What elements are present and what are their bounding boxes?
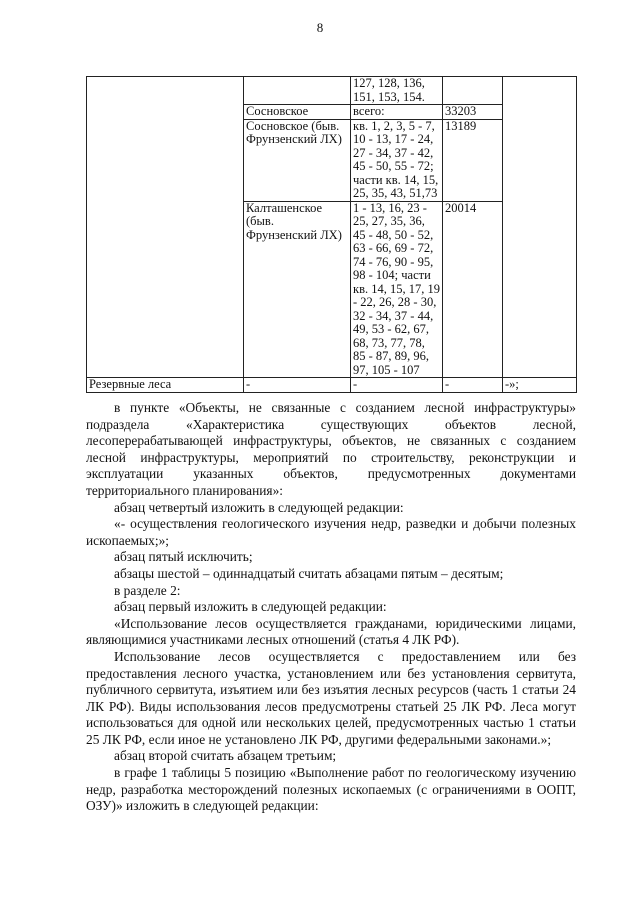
table-cell: - xyxy=(244,378,351,393)
paragraph: абзац четвертый изложить в следующей редакции: xyxy=(114,499,404,515)
table-row xyxy=(87,378,577,393)
table-cell xyxy=(87,77,244,378)
table-cell: - xyxy=(443,378,503,393)
paragraph: абзац второй считать абзацем третьим; xyxy=(114,748,337,764)
paragraph: «Использование лесов осуществляется гражданами, юридическими лицами, являющимися участниками лесных отношений (статья 4 ЛК РФ). xyxy=(86,615,576,648)
table-cell xyxy=(503,77,577,378)
paragraph: в разделе 2: xyxy=(114,582,181,598)
page-number: 8 xyxy=(316,20,324,35)
table-cell: Сосновское xyxy=(244,105,351,120)
paragraph: абзац пятый исключить; xyxy=(114,549,253,565)
table-cell: -»; xyxy=(503,378,577,393)
table-cell xyxy=(244,77,351,105)
table-cell: всего: xyxy=(351,105,443,120)
paragraph: «- осуществления геологического изучения недр, разведки и добычи полезных ископаемых;»; xyxy=(86,516,576,548)
table-cell: - xyxy=(351,378,443,393)
paragraph: Использование лесов осуществляется с предоставлением или без предоставления лесного участка, установлением или без установления сервитута, публичного сервитута, изъятием или без изъятия лесных ресурсов (часть 1 статьи 24 ЛК РФ). Виды использования лесов предусмотрены статьей 25 ЛК РФ. Леса могут использоваться для одной или нескольких целей, предусмотренных частью 1 статьи 25 ЛК РФ, если иное не установлено ЛК РФ, другими федеральными законами.»; xyxy=(86,648,576,747)
paragraph: в графе 1 таблицы 5 позицию «Выполнение работ по геологическому изучению недр, разработка месторождений полезных ископаемых (с ограничениями в ООПТ, ОЗУ)» изложить в следующей редакции: xyxy=(86,765,576,814)
table-cell: 33203 xyxy=(443,105,503,120)
table-cell: 1 - 13, 16, 23 - 25, 27, 35, 36, 45 - 48, 50 - 52, 63 - 66, 69 - 72, 74 - 76, 90 - 95, 98 - 104; части кв. 14, 15, 17, 19 - 22, 26, 28 - 30, 32 - 34, 37 - 44, 49, 53 - 62, 67, 68, 73, 77, 78, 85 - 87, 89, 96, 97, 105 - 107 xyxy=(351,201,443,378)
paragraph: абзацы шестой – одиннадцатый считать абзацами пятым – десятым; xyxy=(114,565,504,581)
forest-table xyxy=(86,76,577,393)
table-cell: Резервные леса xyxy=(87,378,244,393)
table-cell: кв. 1, 2, 3, 5 - 7, 10 - 13, 17 - 24, 27 - 34, 37 - 42, 45 - 50, 55 - 72; части кв. 14, 15, 25, 35, 43, 51,73 xyxy=(351,119,443,201)
paragraph: в пункте «Объекты, не связанные с созданием лесной инфраструктуры» подраздела «Характеристика существующих объектов лесной, лесоперерабатывающей инфраструктуры, объектов, не связанных с созданием лесной инфраструктуры, мероприятий по строительству, реконструкции и эксплуатации указанных объектов, предусмотренных документами территориального планирования»: xyxy=(86,400,576,498)
table-cell: 127, 128, 136, 151, 153, 154. xyxy=(351,77,443,105)
table-cell xyxy=(443,77,503,105)
paragraph: абзац первый изложить в следующей редакции: xyxy=(114,599,387,615)
table-cell: Калташенское (быв. Фрунзенский ЛХ) xyxy=(244,201,351,378)
table-cell: 20014 xyxy=(443,201,503,378)
table-cell: Сосновское (быв. Фрунзенский ЛХ) xyxy=(244,119,351,201)
table-cell: 13189 xyxy=(443,119,503,201)
document-body xyxy=(86,400,576,815)
table-row xyxy=(87,77,577,105)
